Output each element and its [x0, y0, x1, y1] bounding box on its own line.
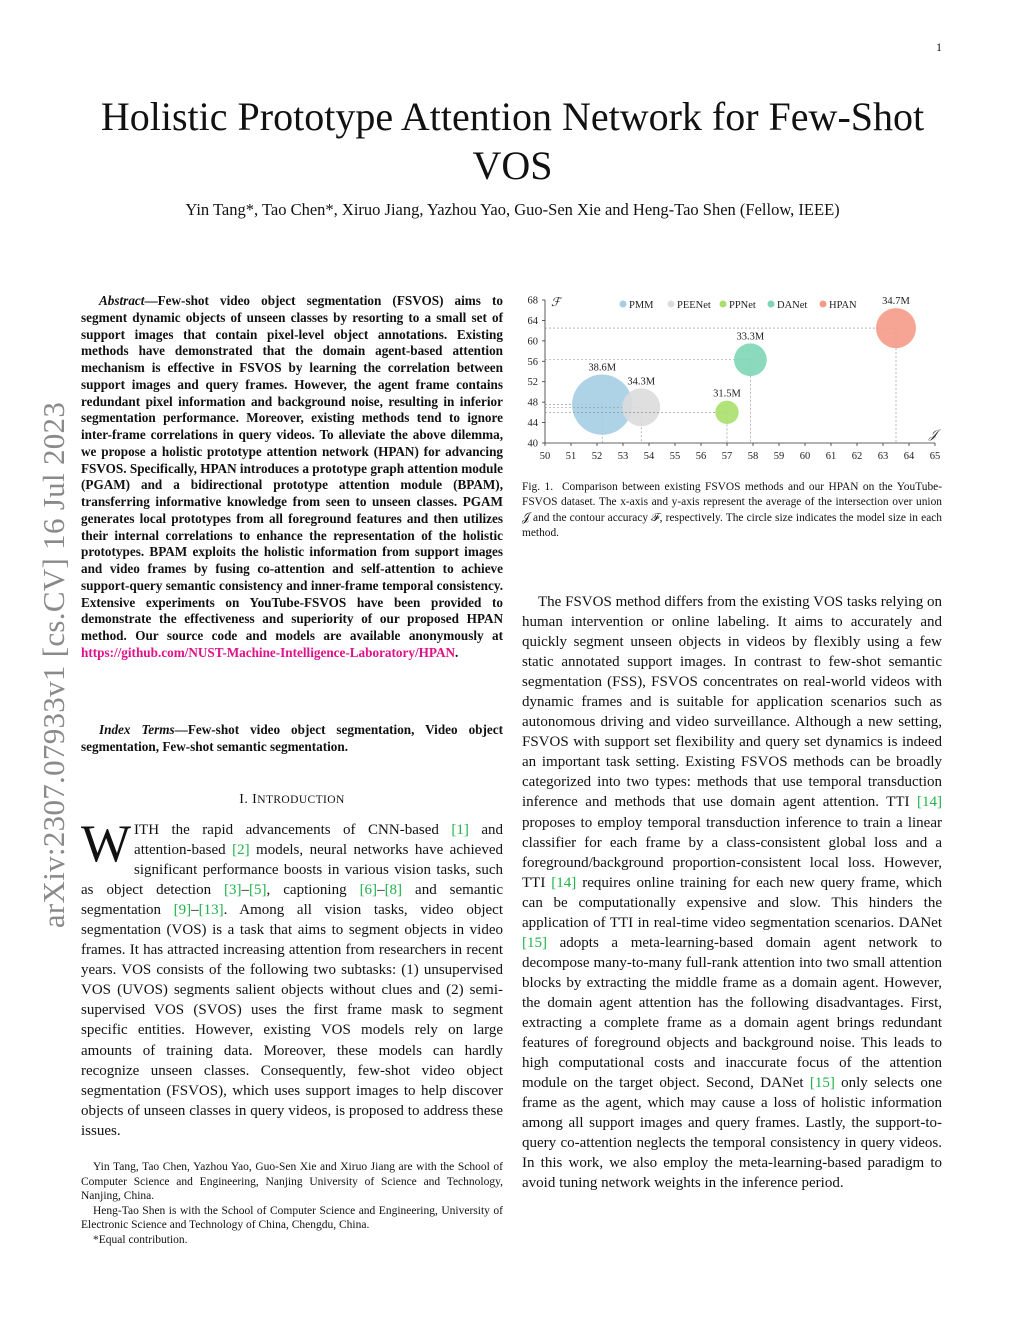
abstract-text: —Few-shot video object segmentation (FSVOS) aims to segment dynamic objects of unseen classes by resorting to a small set of support images that contain pixel-level object annotations. Existing methods have demonstrated that the domain agent-based attention mechanism is effective in FSVOS by learning the correlation between support images and query frames. However, the agent frame contains redundant pixel information and background noise, resulting in inferior segmentation performance. Moreover, existing methods tend to ignore inter-frame correlations in query videos. To alleviate the above dilemma, we propose a holistic prototype attention network (HPAN) for advancing FSVOS. Specifically, HPAN introduces a prototype graph attention module (PGAM) and a bidirectional prototype attention module (BPAM), transferring informative knowledge from seen to unseen classes. PGAM generates local prototypes from all foreground features and then utilizes their internal correlations to enhance the representation of the holistic prototypes. BPAM exploits the holistic information from support images and video frames by fusing co-attention and self-attention to achieve support-query semantic consistency and inner-frame temporal consistency. Extensive experiments on YouTube-FSVOS have been provided to demonstrate the effectiveness and superiority of our proposed HPAN method. Our source code and models are available anonymously at	[81, 293, 503, 643]
citation-link[interactable]: [1]	[451, 822, 469, 838]
intro-text: . Among all vision tasks, video object segmentation (VOS) is a task that aims to segment objects in video frames. It has attracted increasing attention from researchers in recent years. VOS consists of the following two subtasks: (1) unsupervised VOS (UVOS) segments salient objects without clues and (2) semi-supervised VOS (SVOS) uses the first frame mask to segment specific entities. However, existing VOS models rely on large amounts of training data. Moreover, these models can hardly recognize unseen classes. Consequently, few-shot video object segmentation (FSVOS), which uses support images to help discover objects of unseen classes in query videos, is proposed to address these issues.	[81, 902, 503, 1139]
data-bubble-peenet	[622, 388, 660, 426]
x-tick-label: 62	[851, 451, 863, 462]
bubble-size-label: 31.5M	[713, 388, 741, 400]
citation-link[interactable]: [14]	[917, 794, 942, 811]
legend-marker	[668, 301, 675, 308]
legend-label: PMM	[629, 300, 654, 311]
y-axis-symbol: ℱ	[551, 295, 561, 309]
x-tick-label: 51	[565, 451, 577, 462]
footnotes	[81, 1160, 503, 1247]
x-tick-label: 50	[539, 451, 551, 462]
intro-text: and semantic segmentation	[81, 882, 503, 919]
footnote-equal-contribution: *Equal contribution.	[93, 1233, 188, 1246]
section-title-first: I	[252, 792, 258, 807]
bubble-chart	[516, 288, 946, 468]
citation-link[interactable]: [5]	[249, 882, 267, 899]
x-tick-label: 60	[799, 451, 811, 462]
index-terms-label: Index Terms	[99, 722, 175, 737]
index-terms	[81, 722, 503, 756]
abstract-end: .	[455, 644, 459, 660]
x-tick-label: 58	[747, 451, 759, 462]
footnote-affiliation-1: Yin Tang, Tao Chen, Yazhou Yao, Guo-Sen Xie and Xiruo Jiang are with the School of Computer Science and Engineering, Nanjing University of Science and Technology, Nanjing, China.	[81, 1161, 503, 1202]
x-tick-label: 56	[695, 451, 707, 462]
intro-text: –	[191, 902, 199, 919]
y-tick-label: 64	[527, 315, 538, 327]
y-tick-label: 68	[527, 295, 538, 307]
y-tick-label: 60	[527, 336, 538, 348]
citation-link[interactable]: [15]	[809, 1075, 835, 1092]
body-text: proposes to employ temporal transduction inference to train a linear classifier for each frame by a class-consistent global loss and a foreground/background proportion-consistent local loss. However, TTI	[522, 814, 942, 891]
intro-text: –	[377, 882, 385, 899]
arxiv-identifier: arXiv:2307.07933v1 [cs.CV] 16 Jul 2023	[36, 401, 71, 929]
legend-label: PEENet	[677, 300, 711, 311]
x-axis-symbol: 𝒥	[929, 427, 938, 441]
bubble-size-label: 34.7M	[882, 296, 910, 308]
bubble-size-label: 34.3M	[627, 376, 656, 388]
data-bubble-ppnet	[715, 401, 738, 424]
body-text: adopts a meta-learning-based domain agent network to decompose many-to-many full-rank attention into two small attention blocks by extracting the middle frame as a domain agent. However, the domain agent attention has the following disadvantages. First, extracting a complete frame as a domain agent brings redundant features of foreground objects and background noise. This leads to high computational costs and inaccurate focus of the attention module on the target object. Second, DANet	[522, 934, 942, 1092]
x-tick-label: 55	[669, 451, 681, 462]
abstract	[81, 293, 503, 662]
legend-label: PPNet	[729, 300, 756, 311]
caption-text: Comparison between existing FSVOS methods and our HPAN on the YouTube-FSVOS dataset. The x-axis and y-axis represent the average of the intersection over union 𝒥 and the contour accuracy ℱ, respectively. The circle size indicates the model size in each method.	[522, 481, 942, 539]
legend-label: DANet	[777, 300, 808, 311]
x-tick-label: 52	[591, 451, 603, 462]
citation-link[interactable]: [15]	[522, 934, 547, 951]
citation-link[interactable]: [13]	[198, 902, 224, 919]
y-tick-label: 56	[527, 356, 538, 368]
intro-paragraph	[81, 815, 503, 1141]
citation-link[interactable]: [8]	[384, 882, 403, 899]
x-tick-label: 61	[825, 451, 837, 462]
index-terms-text: —Few-shot video object segmentation, Video object segmentation, Few-shot semantic segmentation.	[81, 722, 503, 754]
body-text: requires online training for each new query frame, which can be computationally expensive and slow. This hinders the application of TTI in real-time video segmentation scenarios. DANet	[522, 874, 942, 931]
paper-title: Holistic Prototype Attention Network for Few-Shot VOS	[100, 94, 925, 188]
section-title-rest: NTRODUCTION	[257, 794, 345, 806]
legend-marker	[820, 301, 827, 308]
caption-label: Fig. 1.	[522, 481, 554, 493]
legend-marker	[720, 301, 727, 308]
y-tick-label: 40	[527, 438, 538, 450]
data-bubble-danet	[734, 343, 767, 376]
paper-authors: Yin Tang*, Tao Chen*, Xiruo Jiang, Yazhou Yao, Guo-Sen Xie and Heng-Tao Shen (Fellow, IEEE)	[185, 200, 840, 219]
citation-link[interactable]: [2]	[232, 842, 250, 859]
citation-link[interactable]: [14]	[551, 874, 577, 891]
x-tick-label: 64	[903, 451, 915, 462]
intro-text: ITH the rapid advancements of CNN-based	[134, 822, 452, 838]
legend-label: HPAN	[829, 300, 857, 311]
intro-text: and attention-based	[134, 822, 503, 859]
y-tick-label: 48	[527, 397, 538, 409]
y-tick-label: 52	[527, 377, 538, 389]
x-tick-label: 65	[929, 451, 941, 462]
code-link[interactable]: https://github.com/NUST-Machine-Intelligence-Laboratory/HPAN	[81, 644, 456, 660]
intro-text: , captioning	[266, 882, 360, 899]
legend-marker	[768, 301, 775, 308]
x-tick-label: 59	[773, 451, 785, 462]
bubble-size-label: 33.3M	[736, 331, 765, 343]
x-tick-label: 63	[877, 451, 889, 462]
body-text: The FSVOS method differs from the existing VOS tasks relying on human intervention or online labeling. It aims to accurately and quickly segment unseen objects in videos by flexibly using a few static annotated support images. In contrast to few-shot semantic segmentation (FSS), FSVOS concentrates on real-world videos with dynamic frames and is suitable for application scenarios such as autonomous driving and video surveillance. Although a new setting, FSVOS with support set flexibility and query set dynamics is indeed an important task setting. Existing FSVOS methods can be broadly categorized into two types: methods that use temporal transduction inference and methods that use domain agent attention. TTI	[522, 594, 942, 811]
x-tick-label: 54	[643, 451, 655, 462]
y-tick-label: 44	[527, 418, 538, 430]
abstract-label: Abstract	[99, 293, 145, 308]
intro-text: models, neural networks have achieved significant performance boosts in various vision tasks, such as object detection	[81, 842, 503, 899]
x-tick-label: 57	[721, 451, 733, 462]
section-heading	[81, 792, 503, 808]
x-tick-label: 53	[617, 451, 629, 462]
right-column-paragraph	[522, 592, 942, 1193]
citation-link[interactable]: [9]	[173, 902, 192, 919]
legend-marker	[620, 301, 627, 308]
citation-link[interactable]: [3]	[224, 882, 242, 899]
body-text: only selects one frame as the agent, which may cause a loss of holistic information among all support images and query frames. Lastly, the support-to-query co-attention neglects the temporal consistency in query videos. In this work, we also employ the meta-learning-based paradigm to avoid tuning network weights in the inference period.	[522, 1075, 942, 1192]
section-number: I.	[239, 792, 249, 807]
bubble-size-label: 38.6M	[588, 362, 617, 374]
data-bubble-hpan	[876, 308, 916, 348]
footnote-affiliation-2: Heng-Tao Shen is with the School of Computer Science and Engineering, University of Electronic Science and Technology of China, Chengdu, China.	[81, 1204, 503, 1231]
citation-link[interactable]: [6]	[359, 882, 378, 899]
page-number: 1	[936, 40, 942, 54]
intro-text: –	[241, 882, 250, 899]
drop-cap: W	[81, 815, 132, 873]
figure-caption	[522, 480, 942, 541]
